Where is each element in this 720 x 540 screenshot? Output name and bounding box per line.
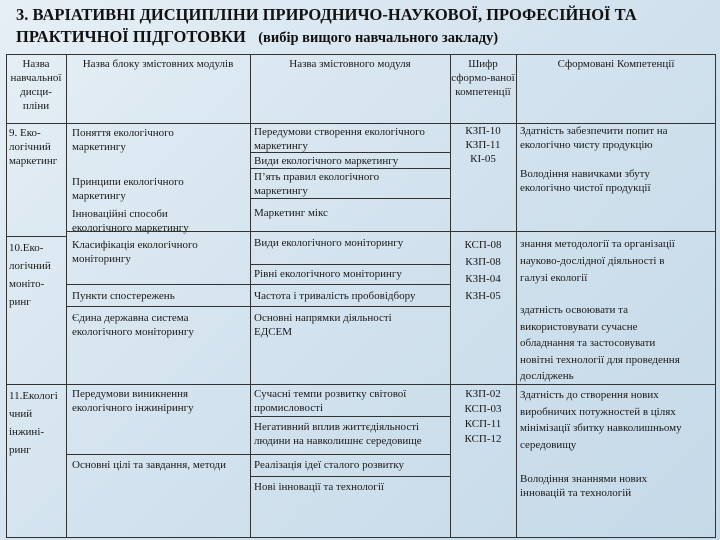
- cell-divider: [250, 198, 450, 199]
- discipline-name: 11.Екологі чний інжині- ринг: [9, 390, 58, 456]
- module-name: Негативний вплив життєдіяльності людини на навколишнє середовище: [254, 421, 422, 447]
- module-name: П’ять правил екологічного маркетингу: [254, 171, 380, 197]
- disciplines-table: [6, 54, 716, 538]
- page-title: [16, 4, 716, 49]
- module-name: Види екологічного маркетингу: [254, 155, 399, 167]
- discipline-name: 9. Еко- логічний маркетинг: [9, 127, 58, 167]
- row-divider: [6, 236, 66, 237]
- cell-divider: [66, 454, 450, 455]
- cell-divider: [66, 306, 450, 307]
- module-name: Реалізація ідеї сталого розвитку: [254, 459, 405, 471]
- module-name: Сучасні темпи розвитку світової промисловості: [254, 388, 407, 414]
- header-module: Назва змістовного модуля: [289, 58, 411, 70]
- title-line-2: [16, 26, 716, 49]
- module-name: Види екологічного моніторингу: [254, 237, 404, 249]
- block-name: Єдина державна система екологічного моніторингу: [72, 312, 194, 338]
- block-name: Принципи екологічного маркетингу: [72, 176, 184, 202]
- header-competence: Сформовані Компетенції: [557, 58, 675, 70]
- col-divider: [250, 54, 251, 538]
- competence-text: Здатність забезпечити попит на екологічно чисту продукцію: [520, 125, 668, 151]
- cell-divider: [250, 168, 450, 169]
- module-name: Частота і тривалість пробовідбору: [254, 290, 416, 302]
- table-border-left: [6, 54, 7, 538]
- competence-text: знання методології та організації науково-дослідної діяльності в галузі екології: [520, 238, 675, 284]
- table-border-top: [6, 54, 716, 55]
- header-discipline: Назва навчальної дисци- пліни: [10, 58, 62, 112]
- header-code: Шифр сформо-ваної компетенції: [451, 58, 515, 98]
- cell-divider: [250, 264, 450, 265]
- block-name: Поняття екологічного маркетингу: [72, 127, 174, 153]
- block-name: Пункти спостережень: [72, 290, 175, 302]
- block-name: Інноваційні способи екологічного маркетингу: [72, 208, 189, 234]
- col-divider: [66, 54, 67, 538]
- module-name: Передумови створення екологічного маркетингу: [254, 126, 425, 152]
- module-name: Рівні екологічного моніторингу: [254, 268, 402, 280]
- title-line-1: 3. ВАРІАТИВНІ ДИСЦИПЛІНИ ПРИРОДНИЧО-НАУКОВОЇ, ПРОФЕСІЙНОЇ ТА: [16, 5, 637, 24]
- table-border-right: [715, 54, 716, 538]
- competence-codes: КЗП-02 КСП-03 КСП-11 КСП-12: [464, 388, 502, 445]
- competence-text: здатність освоювати та використовувати сучасне обладнання та застосовувати новітні технології для проведення досліджень: [520, 304, 680, 382]
- competence-text: Володіння знаннями нових інновацій та технологій: [520, 473, 648, 499]
- col-divider: [516, 54, 517, 538]
- discipline-name: 10.Еко- логічний моніто- ринг: [9, 242, 51, 308]
- header-block: Назва блоку змістовних модулів: [82, 58, 234, 70]
- module-name: Основні напрямки діяльності ЕДСЕМ: [254, 312, 392, 338]
- block-name: Класифікація екологічного моніторингу: [72, 239, 198, 265]
- competence-text: Володіння навичками збуту екологічно чистої продукції: [520, 168, 651, 194]
- module-name: Нові інновації та технології: [254, 481, 384, 493]
- competence-text: Здатність до створення нових виробничих потужностей в цілях мінімізації збитку навколишньому середовищу: [520, 389, 682, 451]
- title-line-2-main: ПРАКТИЧНОЇ ПІДГОТОВКИ: [16, 27, 246, 46]
- competence-codes: КСП-08 КЗП-08 КЗН-04 КЗН-05: [464, 239, 502, 302]
- cell-divider: [250, 416, 450, 417]
- block-name: Передумови виникнення екологічного інжинірингу: [72, 388, 194, 414]
- block-name: Основні цілі та завдання, методи: [72, 459, 227, 471]
- cell-divider: [66, 284, 450, 285]
- competence-codes: КЗП-10 КЗП-11 КІ-05: [465, 125, 501, 165]
- table-border-bottom: [6, 537, 716, 538]
- title-line-2-sub: (вибір вищого навчального закладу): [258, 30, 499, 46]
- module-name: Маркетинг мікс: [254, 207, 328, 219]
- cell-divider: [250, 476, 450, 477]
